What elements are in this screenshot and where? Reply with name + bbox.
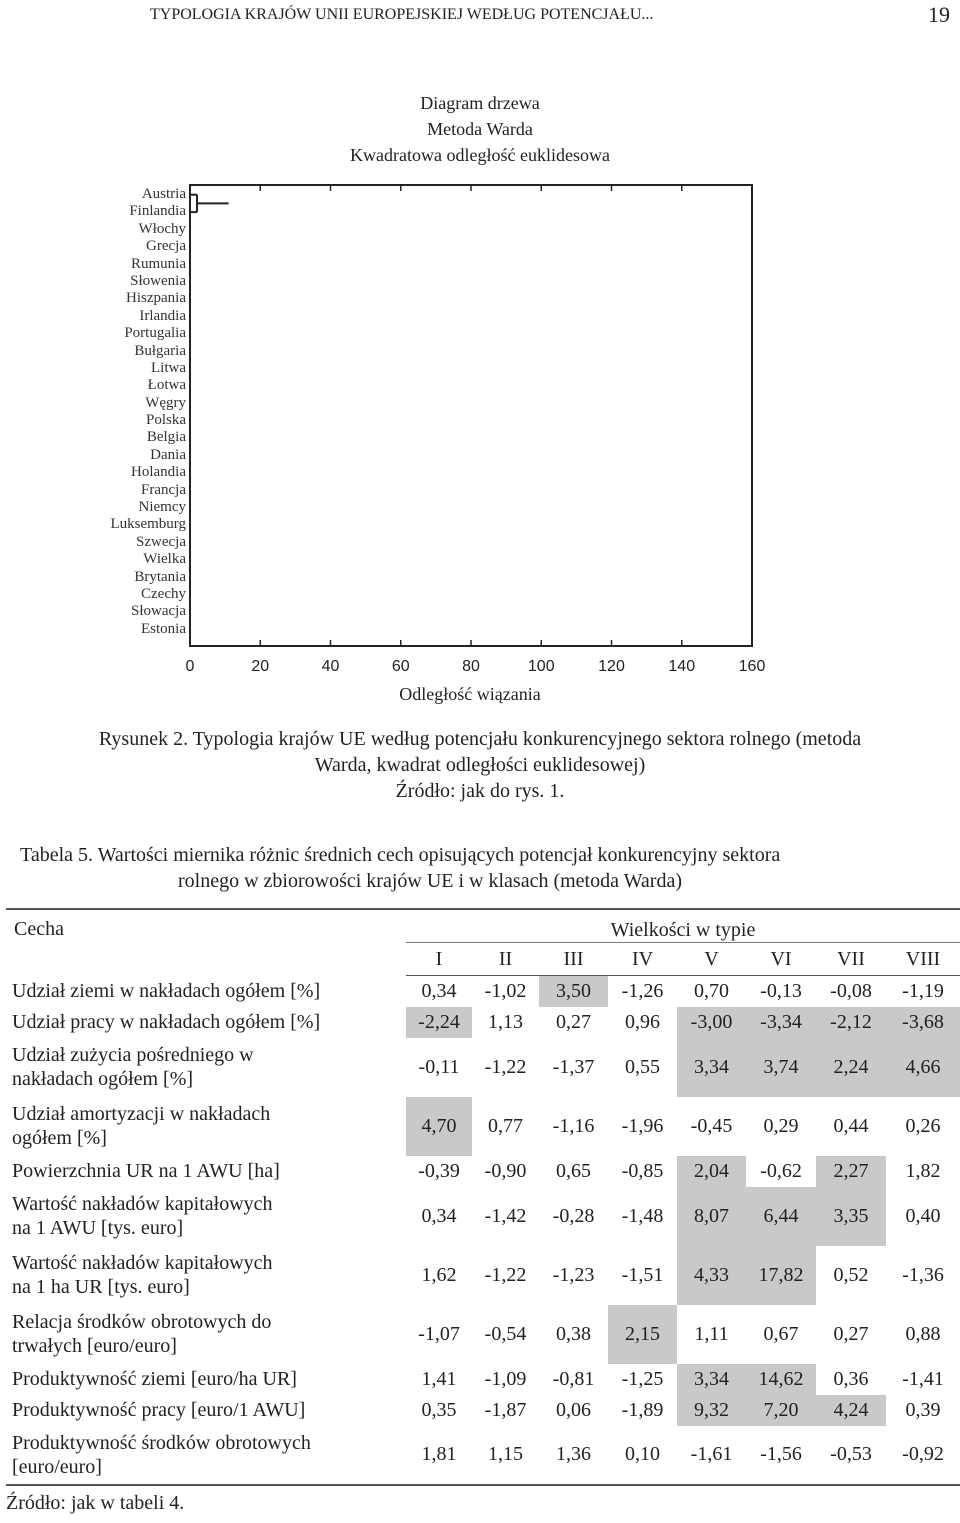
value-cell: 0,35 [421, 1398, 457, 1421]
leaf-label: Wielka [143, 551, 186, 568]
feature-cell [6, 1395, 406, 1426]
value-cell: 0,36 [833, 1367, 869, 1390]
value-cell: 4,70 [406, 1097, 472, 1156]
value-cell: -2,24 [406, 1007, 472, 1038]
value-cell: -1,36 [902, 1263, 944, 1286]
value-cell: 0,10 [625, 1443, 660, 1465]
value-cell: 0,26 [905, 1114, 941, 1137]
feature-cell [6, 1426, 406, 1485]
leaf-label: Łotwa [147, 377, 186, 394]
leaf-label: Szwecja [136, 533, 186, 550]
feature-label-line: Wartość nakładów kapitałowych [12, 1193, 273, 1215]
leaf-label: Słowacja [131, 603, 186, 620]
feature-cell [6, 1187, 406, 1246]
leaf-label: Austria [141, 186, 186, 202]
value-cell: 0,06 [556, 1398, 591, 1421]
value-cell: -1,96 [621, 1114, 664, 1137]
value-cell: 3,34 [677, 1364, 746, 1395]
value-cell: 0,88 [905, 1322, 941, 1345]
value-cell: 4,24 [816, 1395, 886, 1426]
feature-label-line: Udział amortyzacji w nakładach [12, 1103, 271, 1125]
value-cell: -0,08 [830, 979, 872, 1002]
leaf-label: Litwa [151, 359, 186, 376]
x-tick-label: 120 [598, 658, 625, 675]
feature-cell [6, 1246, 406, 1305]
table-row [6, 1156, 960, 1187]
value-cell: 1,82 [905, 1159, 941, 1182]
leaf-label: Luksemburg [110, 516, 186, 533]
value-cell: 0,65 [556, 1159, 591, 1182]
x-tick-label: 0 [185, 658, 195, 675]
x-tick-label: 100 [527, 658, 555, 675]
feature-label-line: Wartość nakładów kapitałowych [12, 1252, 273, 1274]
table-row [6, 1305, 960, 1364]
feature-cell [6, 1305, 406, 1364]
value-cell: -1,51 [621, 1263, 664, 1286]
feature-label-line: [euro/euro] [12, 1455, 102, 1478]
value-cell: 0,34 [421, 1204, 457, 1227]
value-cell: -0,92 [902, 1443, 944, 1465]
class-header-cell: IV [608, 943, 677, 976]
x-axis-label: Odległość wiązania [399, 684, 541, 704]
caption-source: Źródło: jak do rys. 1. [395, 780, 565, 802]
class-header-cell: VIII [886, 943, 960, 976]
x-tick-label: 140 [668, 658, 696, 675]
value-cell: 1,62 [421, 1263, 457, 1286]
value-cell: -1,26 [621, 979, 664, 1002]
leaf-label: Francja [141, 481, 186, 498]
value-cell: 0,70 [694, 979, 729, 1002]
leaf-label: Portugalia [124, 325, 186, 342]
figure-caption [20, 726, 940, 804]
table-row [6, 1364, 960, 1395]
value-cell: 0,27 [833, 1322, 869, 1345]
value-cell: -1,19 [902, 979, 944, 1002]
leaf-label: Irlandia [139, 307, 186, 324]
table-title-line-2: rolnego w zbiorowości krajów UE i w klasach (metoda Warda) [178, 870, 682, 892]
value-cell: 0,40 [905, 1204, 941, 1227]
feature-cell [6, 1038, 406, 1097]
class-header-cell: V [677, 943, 746, 976]
value-cell: -1,25 [621, 1367, 664, 1390]
value-cell: -0,62 [760, 1159, 802, 1182]
value-cell: -1,61 [690, 1443, 733, 1465]
feature-label-line: Produktywność ziemi [euro/ha UR] [12, 1368, 297, 1390]
value-cell: -1,42 [484, 1204, 527, 1227]
table-row [6, 1395, 960, 1426]
value-cell: -1,89 [621, 1398, 664, 1421]
chart-subtitle-method: Metoda Warda [427, 119, 533, 139]
value-cell: 6,44 [746, 1187, 816, 1246]
value-cell: 1,15 [488, 1443, 523, 1465]
value-cell: 0,67 [763, 1322, 799, 1345]
feature-cell [6, 1097, 406, 1156]
value-cell: 1,41 [421, 1367, 457, 1390]
value-cell: 2,24 [816, 1038, 886, 1097]
value-cell: 1,13 [488, 1010, 523, 1033]
x-tick-label: 60 [391, 658, 410, 675]
table-row [6, 1426, 960, 1485]
leaf-label: Belgia [146, 429, 186, 446]
value-cell: 0,77 [488, 1114, 523, 1137]
value-cell: -0,13 [760, 979, 802, 1002]
table-header-row [6, 909, 960, 943]
value-cell: 3,50 [539, 976, 608, 1007]
caption-line-2: Warda, kwadrat odległości euklidesowej) [314, 754, 646, 776]
value-cell: 3,74 [746, 1038, 816, 1097]
table-source: Źródło: jak w tabeli 4. [6, 1492, 185, 1514]
leaf-label: Polska [145, 412, 186, 429]
value-cell: 3,35 [816, 1187, 886, 1246]
leaf-label: Brytania [134, 568, 186, 585]
leaf-label: Dania [150, 446, 186, 463]
plot-frame [190, 185, 752, 646]
value-cell: -0,45 [690, 1114, 733, 1137]
value-cell: -3,00 [677, 1007, 746, 1038]
value-cell: 9,32 [677, 1395, 746, 1426]
class-header-cell: I [406, 943, 472, 976]
table-title-line-1: Tabela 5. Wartości miernika różnic średnich cech opisujących potencjał konkurencyjny sektora [20, 844, 781, 866]
value-cell: 4,33 [677, 1246, 746, 1305]
value-cell: -0,54 [484, 1322, 527, 1345]
x-tick-label: 80 [462, 658, 480, 675]
value-cell: -3,34 [746, 1007, 816, 1038]
chart-subtitle-distance: Kwadratowa odległość euklidesowa [350, 145, 610, 165]
table-row [6, 1007, 960, 1038]
feature-label-line: Udział zużycia pośredniego w [12, 1044, 254, 1066]
value-cell: 7,20 [746, 1395, 816, 1426]
feature-cell [6, 1156, 406, 1187]
table-row [6, 976, 960, 1007]
value-cell: -0,81 [552, 1367, 595, 1390]
value-cell: -0,53 [830, 1443, 872, 1465]
value-cell: -1,02 [484, 979, 527, 1002]
feature-cell [6, 976, 406, 1007]
leaf-label: Bułgaria [134, 342, 186, 359]
leaf-label: Węgry [145, 394, 186, 411]
leaf-label: Estonia [141, 620, 186, 637]
data-table [6, 908, 960, 1486]
leaf-label: Słowenia [130, 272, 186, 289]
class-header-cell: VII [816, 943, 886, 976]
leaf-label: Hiszpania [126, 290, 186, 307]
feature-label-line: nakładach ogółem [%] [12, 1068, 194, 1090]
value-cell: -1,07 [418, 1322, 460, 1345]
table-row [6, 1187, 960, 1246]
value-cell: -0,90 [484, 1159, 527, 1182]
value-cell: 0,96 [625, 1010, 660, 1033]
x-tick-label: 160 [738, 658, 766, 675]
value-cell: 0,55 [625, 1055, 660, 1078]
caption-line-1: Rysunek 2. Typologia krajów UE według potencjału konkurencyjnego sektora rolnego (metoda [98, 728, 862, 750]
value-cell: 0,27 [556, 1010, 591, 1033]
feature-label-line: Udział pracy w nakładach ogółem [%] [12, 1011, 321, 1033]
value-cell: 17,82 [746, 1246, 816, 1305]
leaf-label: Czechy [141, 585, 186, 602]
leaf-label: Finlandia [129, 203, 186, 220]
value-cell: 14,62 [746, 1364, 816, 1395]
value-cell: 1,36 [556, 1443, 591, 1465]
value-cell: -1,37 [552, 1055, 595, 1078]
leaf-label: Włochy [138, 220, 186, 237]
value-cell: 0,29 [763, 1114, 799, 1137]
feature-label-line: Produktywność środków obrotowych [12, 1431, 311, 1454]
value-cell: 0,44 [833, 1114, 869, 1137]
x-tick-label: 20 [251, 658, 270, 675]
value-cell: 0,34 [421, 979, 457, 1002]
table-row [6, 1038, 960, 1097]
feature-label-line: ogółem [%] [12, 1127, 107, 1149]
value-cell: -0,11 [418, 1055, 460, 1078]
feature-label-line: na 1 ha UR [tys. euro] [12, 1276, 190, 1298]
value-cell: 2,15 [608, 1305, 677, 1364]
feature-cell [6, 1364, 406, 1395]
value-cell: -0,28 [552, 1204, 595, 1227]
value-cell: 2,04 [677, 1156, 746, 1187]
dendrogram-chart [0, 0, 960, 690]
chart-title-line: Diagram drzewa [420, 93, 540, 113]
value-cell: 1,11 [694, 1322, 729, 1345]
value-cell: -1,09 [484, 1367, 527, 1390]
feature-label-line: na 1 AWU [tys. euro] [12, 1217, 184, 1239]
group-column-header: Wielkości w typie [406, 909, 960, 943]
running-title: TYPOLOGIA KRAJÓW UNII EUROPEJSKIEJ WEDŁUG POTENCJAŁU... [150, 6, 654, 23]
leaf-label: Grecja [146, 238, 186, 255]
value-cell: -2,12 [816, 1007, 886, 1038]
leaf-label: Niemcy [138, 499, 186, 516]
value-cell: 0,38 [556, 1322, 591, 1345]
class-header-cell: VI [746, 943, 816, 976]
feature-label-line: trwałych [euro/euro] [12, 1335, 177, 1357]
value-cell: 2,27 [816, 1156, 886, 1187]
value-cell: 3,34 [677, 1038, 746, 1097]
feature-label-line: Udział ziemi w nakładach ogółem [%] [12, 980, 321, 1002]
class-header-cell: III [539, 943, 608, 976]
value-cell: -0,39 [418, 1159, 460, 1182]
value-cell: 1,81 [421, 1443, 457, 1465]
value-cell: -3,68 [886, 1007, 960, 1038]
value-cell: -1,23 [552, 1263, 595, 1286]
value-cell: -0,85 [621, 1159, 664, 1182]
value-cell: -1,22 [484, 1263, 527, 1286]
class-header-cell: II [472, 943, 539, 976]
value-cell: -1,87 [484, 1398, 527, 1421]
value-cell: -1,41 [902, 1367, 944, 1390]
leaf-label: Rumunia [131, 255, 186, 272]
feature-label-line: Relacja środków obrotowych do [12, 1311, 272, 1333]
x-tick-label: 40 [321, 658, 340, 675]
feature-cell [6, 1007, 406, 1038]
value-cell: 0,52 [833, 1263, 869, 1286]
feature-label-line: Powierzchnia UR na 1 AWU [ha] [12, 1160, 280, 1182]
value-cell: 4,66 [886, 1038, 960, 1097]
feature-label-line: Produktywność pracy [euro/1 AWU] [12, 1399, 306, 1421]
value-cell: -1,22 [484, 1055, 527, 1078]
table-row [6, 1246, 960, 1305]
value-cell: 8,07 [677, 1187, 746, 1246]
table-row [6, 1097, 960, 1156]
value-cell: -1,56 [760, 1443, 802, 1465]
leaf-label: Holandia [131, 464, 186, 481]
value-cell: -1,48 [621, 1204, 664, 1227]
value-cell: 0,39 [905, 1398, 941, 1421]
page-number: 19 [928, 2, 950, 27]
table-title [20, 842, 960, 894]
feature-column-header: Cecha [6, 909, 406, 976]
value-cell: -1,16 [552, 1114, 595, 1137]
